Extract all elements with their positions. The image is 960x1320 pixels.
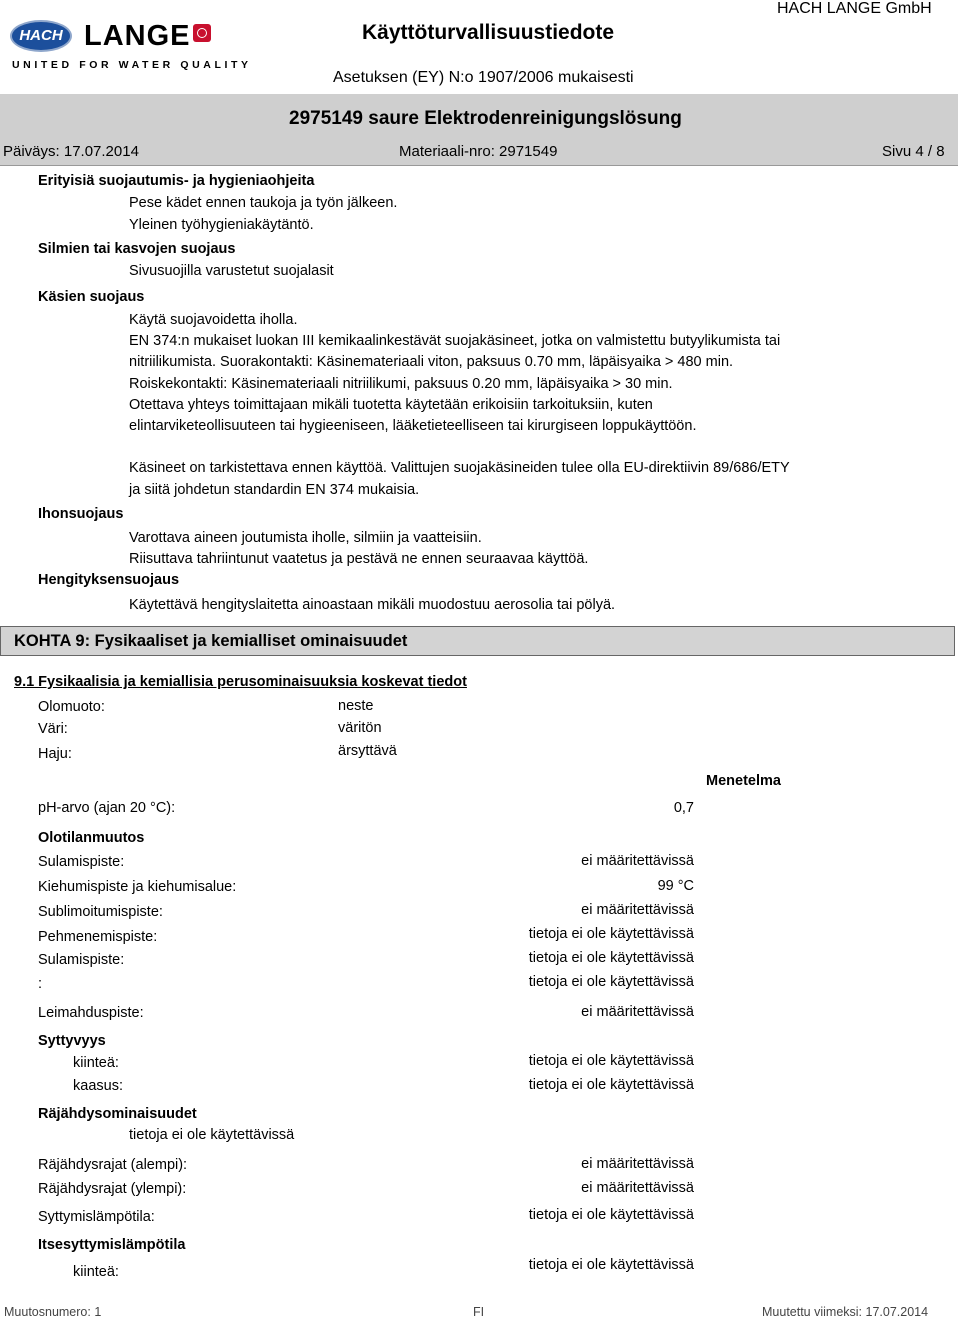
vari-value: väritön <box>338 720 382 736</box>
sublimation-point-value: ei määritettävissä <box>581 902 694 918</box>
ignition-temperature-value: tietoja ei ole käytettävissä <box>528 1207 694 1223</box>
ph-value: 0,7 <box>673 800 694 816</box>
sublimation-point-label: Sublimoitumispiste: <box>38 904 163 920</box>
autoignition-heading: Itsesyttymislämpötila <box>38 1237 186 1253</box>
hach-logo: HACH <box>10 20 72 52</box>
regulation: Asetuksen (EY) N:o 1907/2006 mukaisesti <box>333 69 634 86</box>
revision-number: Muutosnumero: 1 <box>4 1305 102 1319</box>
ph-label: pH-arvo (ajan 20 °C): <box>38 800 176 816</box>
flash-point-label: Leimahduspiste: <box>38 1005 144 1021</box>
boiling-point-label: Kiehumispiste ja kiehumisalue: <box>38 879 237 895</box>
page-number: Sivu 4 / 8 <box>882 143 945 160</box>
melting-point-value: ei määritettävissä <box>581 853 694 869</box>
respiratory-protection-text: Käytettävä hengityslaitetta ainoastaan mikäli muodostuu aerosolia tai pölyä. <box>129 597 616 613</box>
hygiene-heading: Erityisiä suojautumis- ja hygieniaohjeita <box>38 173 315 189</box>
respiratory-protection-heading: Hengityksensuojaus <box>38 572 180 588</box>
phase-change-heading: Olotilanmuutos <box>38 830 145 846</box>
last-modified: Muutettu viimeksi: 17.07.2014 <box>762 1305 929 1319</box>
section-9-title: KOHTA 9: Fysikaaliset ja kemialliset ominaisuudet <box>14 632 408 650</box>
flammability-solid-value: tietoja ei ole käytettävissä <box>528 1053 694 1069</box>
document-title: Käyttöturvallisuustiedote <box>362 21 615 44</box>
haju-label: Haju: <box>38 746 72 762</box>
autoignition-solid-label: kiinteä: <box>73 1264 119 1280</box>
skin-protection-text: Varottava aineen joutumista iholle, silmiin ja vaatteisiin. <box>129 530 482 546</box>
flammability-solid-label: kiinteä: <box>73 1055 119 1071</box>
tagline: UNITED FOR WATER QUALITY <box>12 59 252 71</box>
boiling-point-value: 99 °C <box>657 878 694 894</box>
lange-mark-icon <box>193 24 211 42</box>
hand-protection-heading: Käsien suojaus <box>38 289 145 305</box>
method-column-header: Menetelma <box>706 773 781 789</box>
eye-protection-heading: Silmien tai kasvojen suojaus <box>38 241 236 257</box>
hand-protection-text: EN 374:n mukaiset luokan III kemikaalinkestävät suojakäsineet, jotka on valmistettu butyylikumista tai <box>129 333 781 349</box>
softening-point-value: tietoja ei ole käytettävissä <box>528 926 694 942</box>
hand-protection-text: ja siitä johdetun standardin EN 374 mukaisia. <box>129 482 420 498</box>
olomuoto-label: Olomuoto: <box>38 699 105 715</box>
skin-protection-heading: Ihonsuojaus <box>38 506 124 522</box>
hand-protection-text: Otettava yhteys toimittajaan mikäli tuotetta käytetään erikoisiin tarkoituksiin, kuten <box>129 397 653 413</box>
hand-protection-text: Käsineet on tarkistettava ennen käyttöä. Valittujen suojakäsineiden tulee olla EU-direktiivin 89/686/ETY <box>129 460 790 476</box>
lower-explosion-limit-label: Räjähdysrajat (alempi): <box>38 1157 188 1173</box>
hand-protection-text: elintarviketeollisuuteen tai hygieeniseen, lääketieteelliseen tai kirurgiseen loppukäyttöön. <box>129 418 697 434</box>
upper-explosion-limit-label: Räjähdysrajat (ylempi): <box>38 1181 187 1197</box>
skin-protection-text: Riisuttava tahriintunut vaatetus ja pestävä ne ennen seuraavaa käyttöä. <box>129 551 589 567</box>
unnamed-property-value: tietoja ei ole käytettävissä <box>528 974 694 990</box>
hand-protection-text: Käytä suojavoidetta iholla. <box>129 312 298 328</box>
section-9-1-subtitle: 9.1 Fysikaalisia ja kemiallisia perusominaisuuksia koskevat tiedot <box>14 674 467 690</box>
melting-point-2-value: tietoja ei ole käytettävissä <box>528 950 694 966</box>
flash-point-value: ei määritettävissä <box>581 1004 694 1020</box>
company-name: HACH LANGE GmbH <box>777 0 932 17</box>
lange-logo: LANGE <box>84 20 191 52</box>
vari-label: Väri: <box>38 721 68 737</box>
unnamed-property-label: : <box>38 976 43 992</box>
lower-explosion-limit-value: ei määritettävissä <box>581 1156 694 1172</box>
haju-value: ärsyttävä <box>338 743 397 759</box>
product-name: 2975149 saure Elektrodenreinigungslösung <box>289 108 682 129</box>
hand-protection-text: Roiskekontakti: Käsinemateriaali nitriilikumi, paksuus 0.20 mm, läpäisyaika > 30 min. <box>129 376 673 392</box>
melting-point-2-label: Sulamispiste: <box>38 952 125 968</box>
hand-protection-text: nitriilikumista. Suorakontakti: Käsinemateriaali viton, paksuus 0.70 mm, läpäisyaika > 480 min. <box>129 354 734 370</box>
material-number: Materiaali-nro: 2971549 <box>399 143 558 160</box>
hygiene-text: Pese kädet ennen taukoja ja työn jälkeen. <box>129 195 398 211</box>
flammability-heading: Syttyvyys <box>38 1033 106 1049</box>
explosive-properties-value: tietoja ei ole käytettävissä <box>129 1127 295 1143</box>
eye-protection-text: Sivusuojilla varustetut suojalasit <box>129 263 334 279</box>
hygiene-text: Yleinen työhygieniakäytäntö. <box>129 217 314 233</box>
olomuoto-value: neste <box>338 698 374 714</box>
language-code: FI <box>473 1305 485 1319</box>
explosive-properties-heading: Räjähdysominaisuudet <box>38 1106 197 1122</box>
upper-explosion-limit-value: ei määritettävissä <box>581 1180 694 1196</box>
melting-point-label: Sulamispiste: <box>38 854 125 870</box>
softening-point-label: Pehmenemispiste: <box>38 929 158 945</box>
date: Päiväys: 17.07.2014 <box>3 143 139 160</box>
autoignition-solid-value: tietoja ei ole käytettävissä <box>528 1257 694 1273</box>
flammability-gas-label: kaasus: <box>73 1078 123 1094</box>
ignition-temperature-label: Syttymislämpötila: <box>38 1209 155 1225</box>
flammability-gas-value: tietoja ei ole käytettävissä <box>528 1077 694 1093</box>
